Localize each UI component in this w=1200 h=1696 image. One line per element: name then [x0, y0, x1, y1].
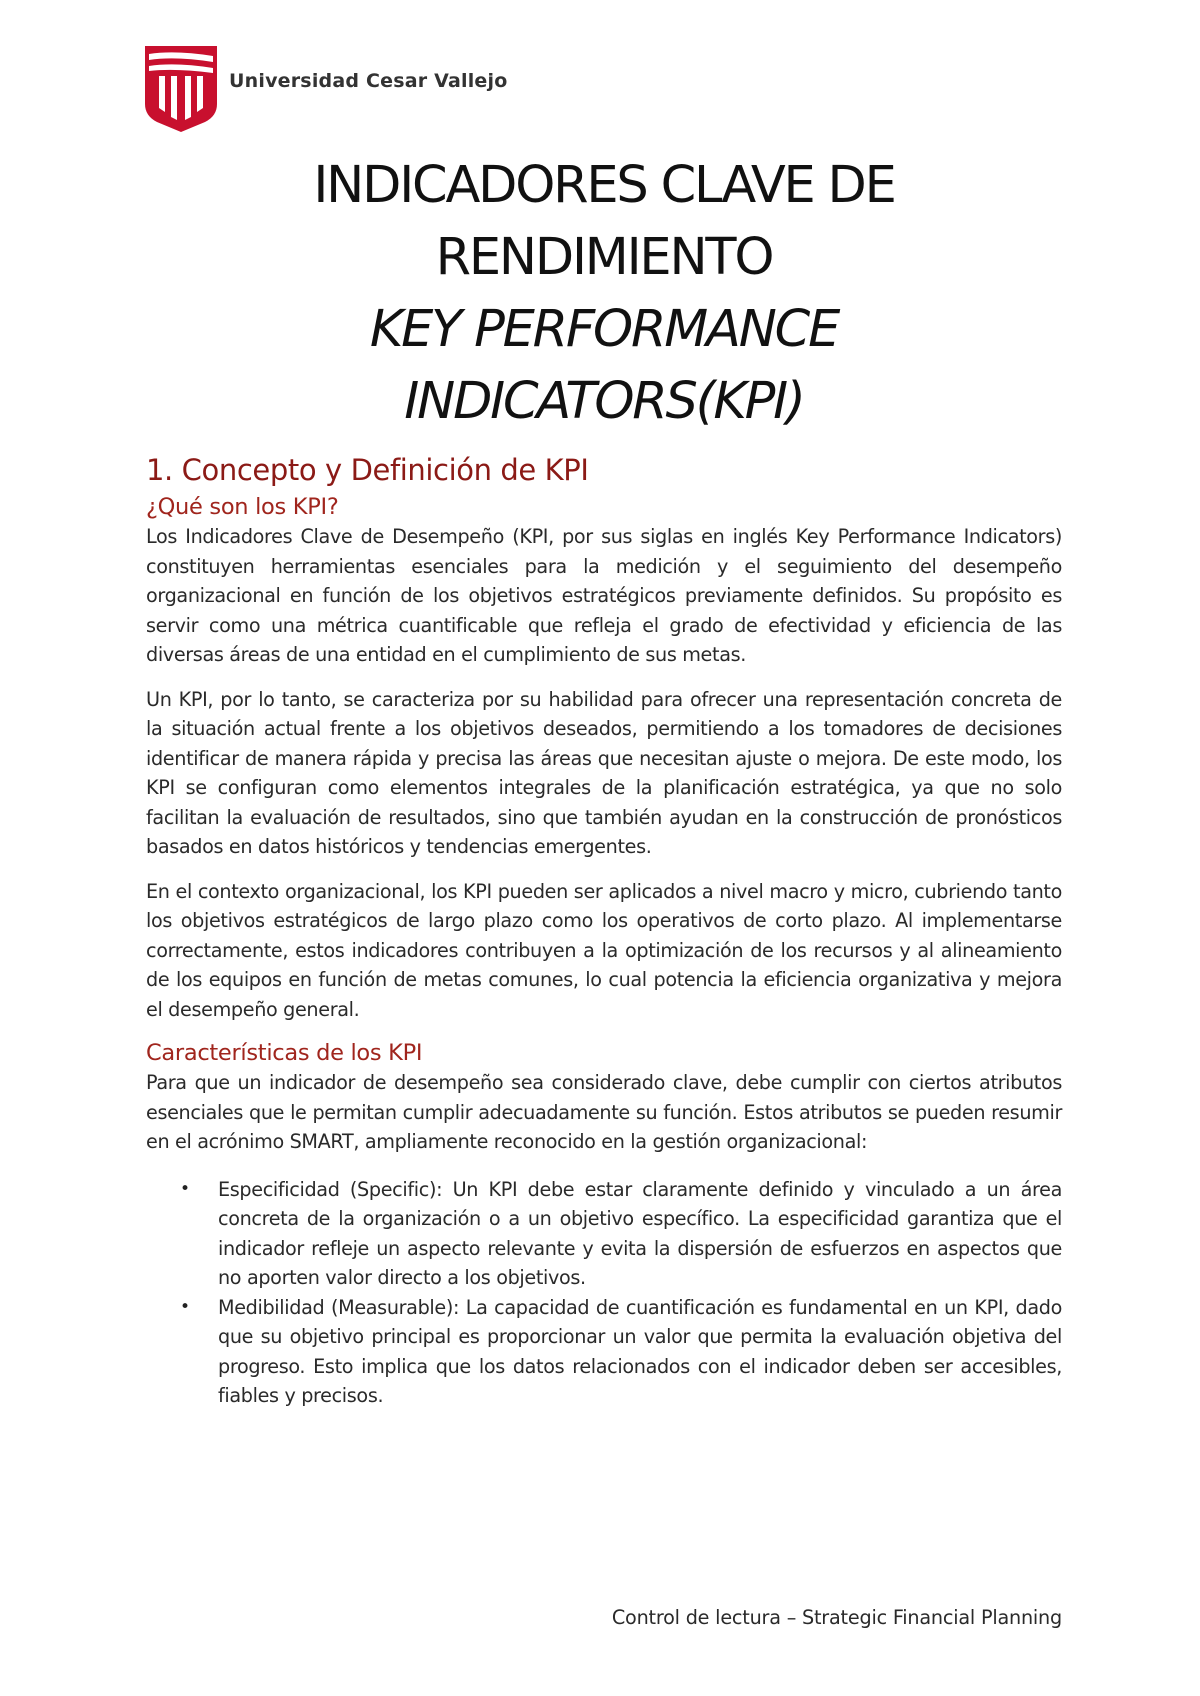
section-1-heading: 1. Concepto y Definición de KPI [146, 453, 589, 487]
paragraph: Un KPI, por lo tanto, se caracteriza por su habilidad para ofrecer una representación concreta de la situación actual frente a los objetivos deseados, permitiendo a los tomadores de decisiones identificar de manera rápida y precisa las áreas que necesitan ajuste o mejora. De este modo, los KPI se configuran como elementos integrales de la planificación estratégica, ya que no solo facilitan la evaluación de resultados, sino que también ayudan en la construcción de pronósticos basados en datos históricos y tendencias emergentes. [146, 687, 1062, 858]
list-item-text: Especificidad (Specific): Un KPI debe estar claramente definido y vinculado a un área concreta de la organización o a un objetivo específico. La especificidad garantiza que el indicador refleje un aspecto relevante y evita la dispersión de esfuerzos en aspectos que no aporten valor directo a los objetivos. [218, 1177, 1062, 1289]
paragraph: En el contexto organizacional, los KPI pueden ser aplicados a nivel macro y micro, cubriendo tanto los objetivos estratégicos de largo plazo como los operativos de corto plazo. Al implementarse correctamente, estos indicadores contribuyen a la optimización de los recursos y al alineamiento de los equipos en función de metas comunes, lo cual potencia la eficiencia organizativa y mejora el desempeño general. [146, 879, 1062, 1021]
list-item-text: Medibilidad (Measurable): La capacidad de cuantificación es fundamental en un KPI, dado que su objetivo principal es proporcionar un valor que permita la evaluación objetiva del progreso. Esto implica que los datos relacionados con el indicador deben ser accesibles, fiables y precisos. [218, 1295, 1062, 1407]
subsection-characteristics-heading: Características de los KPI [146, 1040, 423, 1066]
paragraph: Los Indicadores Clave de Desempeño (KPI, por sus siglas en inglés Key Performance Indicators) constituyen herramientas esenciales para la medición y el seguimiento del desempeño organizacional en función de los objetivos estratégicos previamente definidos. Su propósito es servir como una métrica cuantificable que refleja el grado de efectividad y eficiencia de las diversas áreas de una entidad en el cumplimiento de sus metas. [146, 525, 1062, 666]
bullet-icon: • [180, 1178, 190, 1199]
document-title [146, 150, 1062, 438]
list-item [180, 1175, 1062, 1293]
subsection-what-are-kpi-heading: ¿Qué son los KPI? [146, 494, 339, 520]
page-footer: Control de lectura – Strategic Financial Planning [611, 1606, 1062, 1629]
smart-attributes-list [146, 1175, 1062, 1411]
ucv-logo-icon [145, 46, 217, 132]
title-en-line-2: INDICATORS(KPI) [404, 372, 804, 431]
bullet-icon: • [180, 1296, 190, 1317]
university-name: Universidad Cesar Vallejo [229, 70, 508, 92]
list-item [180, 1293, 1062, 1411]
main-content [146, 450, 1062, 1411]
title-es-line-1: INDICADORES CLAVE DE [313, 156, 895, 215]
title-es-line-2: RENDIMIENTO [435, 228, 773, 287]
header [145, 46, 507, 132]
title-en-line-1: KEY PERFORMANCE [369, 300, 839, 359]
paragraph: Para que un indicador de desempeño sea considerado clave, debe cumplir con ciertos atributos esenciales que le permitan cumplir adecuadamente su función. Estos atributos se pueden resumir en el acrónimo SMART, ampliamente reconocido en la gestión organizacional: [146, 1071, 1062, 1153]
